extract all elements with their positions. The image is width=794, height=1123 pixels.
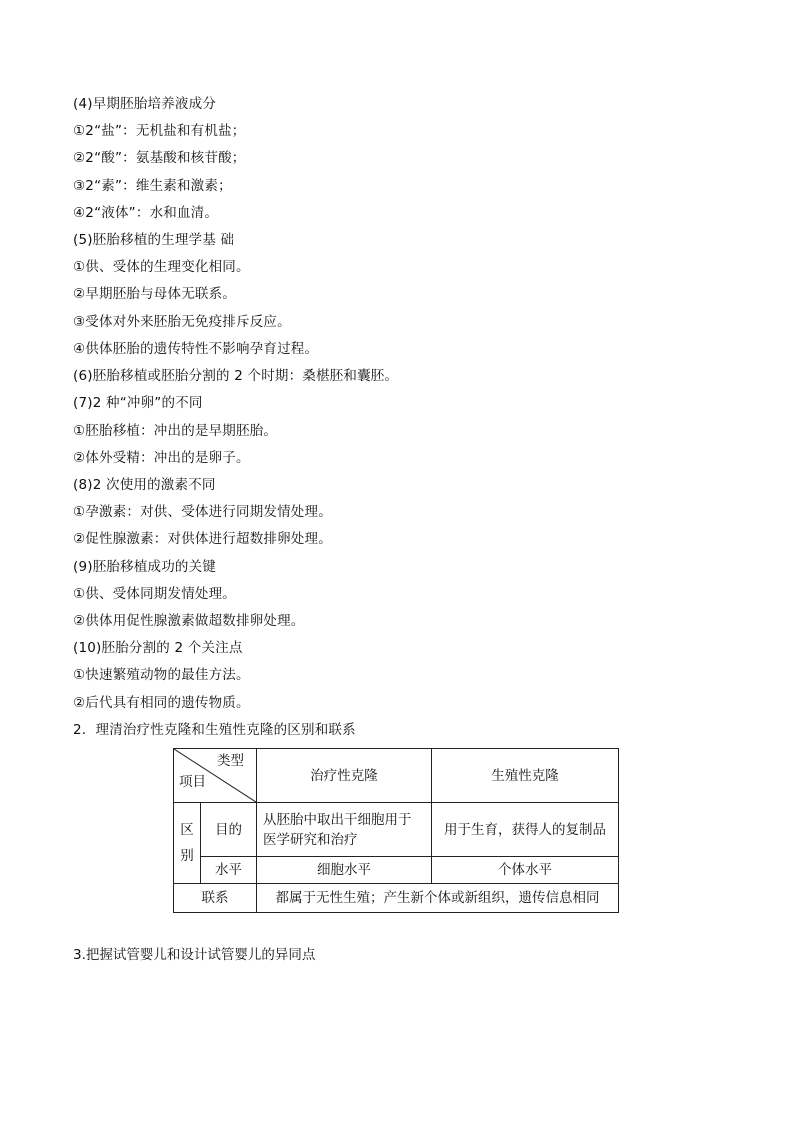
level-reproductive: 个体水平 [432,857,619,884]
list-item: ①供、受体同期发情处理。 [73,586,237,602]
cloning-comparison-table [173,748,619,913]
list-item: ④2“液体”：水和血清。 [73,205,219,221]
section-2-heading: 2．理清治疗性克隆和生殖性克隆的区别和联系 [73,722,356,738]
heading-7: (7)2 种“冲卵”的不同 [73,395,203,411]
level-therapeutic: 细胞水平 [257,857,432,884]
heading-10: (10)胚胎分割的 2 个关注点 [73,640,243,656]
list-item: ②促性腺激素：对供体进行超数排卵处理。 [73,531,332,547]
list-item: ①快速繁殖动物的最佳方法。 [73,667,250,683]
list-item: ④供体胚胎的遗传特性不影响孕育过程。 [73,341,319,357]
corner-type-label: 类型 [217,753,244,769]
list-item: ②体外受精：冲出的是卵子。 [73,450,250,466]
list-item: ②后代具有相同的遗传物质。 [73,695,250,711]
heading-9: (9)胚胎移植成功的关键 [73,559,217,575]
list-item: ②早期胚胎与母体无联系。 [73,286,237,302]
list-item: ②2“酸”：氨基酸和核苷酸； [73,150,246,166]
heading-4: (4)早期胚胎培养液成分 [73,96,217,112]
list-item: ①胚胎移植：冲出的是早期胚胎。 [73,423,278,439]
purpose-reproductive: 用于生育，获得人的复制品 [432,803,619,857]
corner-item-label: 项目 [179,774,206,790]
purpose-therapeutic: 从胚胎中取出干细胞用于 医学研究和治疗 [257,803,432,857]
heading-6: (6)胚胎移植或胚胎分割的 2 个时期：桑椹胚和囊胚。 [73,368,399,384]
row-label-purpose: 目的 [201,803,257,857]
header-reproductive-cloning: 生殖性克隆 [432,749,619,803]
row-label-relation: 联系 [174,884,257,913]
group-label-difference: 区 别 [174,803,201,884]
header-therapeutic-cloning: 治疗性克隆 [257,749,432,803]
relation-text: 都属于无性生殖；产生新个体或新组织，遗传信息相同 [257,884,619,913]
table-corner-cell [174,749,257,803]
heading-5: (5)胚胎移植的生理学基 础 [73,232,235,248]
list-item: ①2“盐”：无机盐和有机盐； [73,123,246,139]
list-item: ①供、受体的生理变化相同。 [73,259,250,275]
list-item: ①孕激素：对供、受体进行同期发情处理。 [73,504,332,520]
row-label-level: 水平 [201,857,257,884]
list-item: ③2“素”：维生素和激素； [73,178,232,194]
list-item: ②供体用促性腺激素做超数排卵处理。 [73,613,305,629]
list-item: ③受体对外来胚胎无免疫排斥反应。 [73,314,291,330]
heading-8: (8)2 次使用的激素不同 [73,477,216,493]
section-3-heading: 3.把握试管婴儿和设计试管婴儿的异同点 [73,947,316,963]
